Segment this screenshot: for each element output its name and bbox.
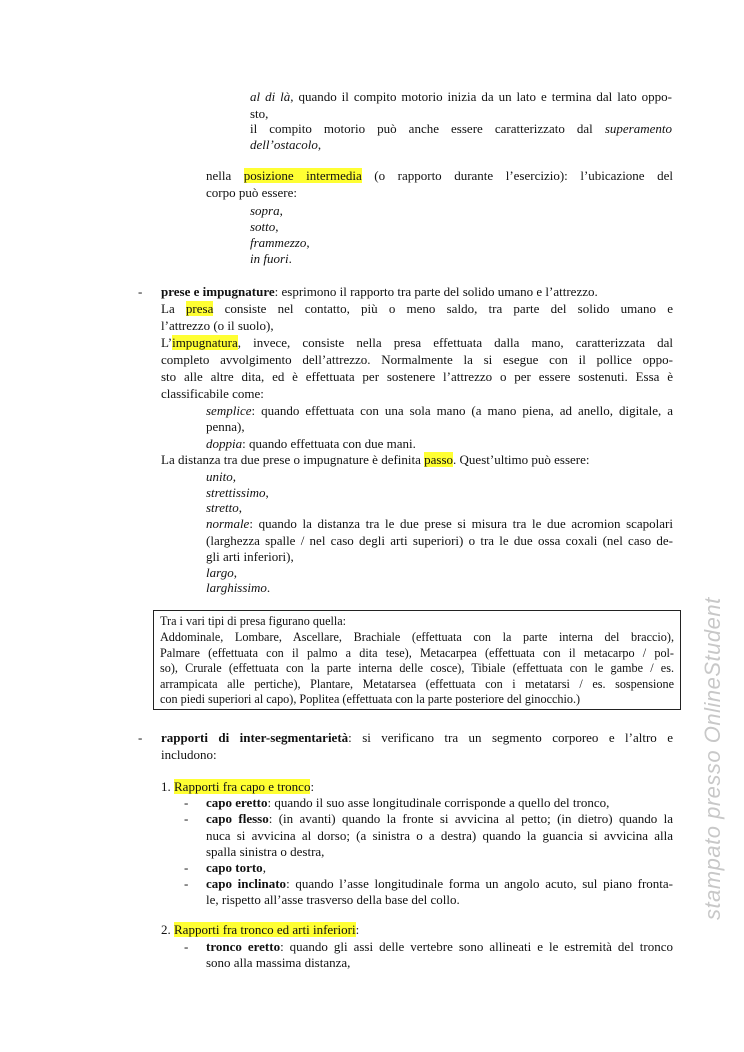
text-line: sono alla massima distanza, <box>206 955 351 970</box>
text-line: rapporti di inter-segmentarietà: si verificano tra un segmento corporeo e l’altro e <box>161 730 674 745</box>
text-line: (larghezza spalle / nel caso degli arti superiori) o tra le due ossa coxali (nel caso de- <box>206 533 673 548</box>
text-line: L’impugnatura, invece, consiste nella presa effettuata dalla mano, caratterizzata dal <box>161 335 673 350</box>
text-line: il compito motorio può anche essere caratterizzato dal superamento <box>250 121 672 136</box>
text-line: dell’ostacolo, <box>250 137 322 152</box>
list-item: sotto, <box>250 219 279 234</box>
text-line: l’attrezzo (o il suolo), <box>161 318 274 333</box>
note-line: con piedi superiori al capo), Poplitea (effettuata con la parte posteriore del ginocchio.) <box>160 692 581 706</box>
highlight: Rapporti fra capo e tronco <box>174 779 311 794</box>
bullet-dash: - <box>184 795 189 810</box>
list-item: larghissimo. <box>206 580 271 595</box>
highlight: presa <box>185 301 214 316</box>
note-line: Tra i vari tipi di presa figurano quella: <box>160 614 347 628</box>
text-line: al di là, quando il compito motorio inizia da un lato e termina dal lato oppo- <box>250 89 672 104</box>
highlight: Rapporti fra tronco ed arti inferiori <box>174 922 356 937</box>
note-line: arrampicata alle pertiche), Plantare, Metatarsea (effettuata con i metatarsi / es. sospensione <box>160 677 674 691</box>
text-line: corpo può essere: <box>206 185 297 200</box>
text-line: sto alle altre dita, ed è effettuata per sostenere l’attrezzo o per essere sostenuti. Essa è <box>161 369 673 384</box>
watermark: stampato presso OnlineStudent <box>700 597 725 920</box>
text-line: nuca si avvicina al dorso; (a sinistra o a destra) quando la guancia si avvicina alla <box>206 828 673 843</box>
text-line: tronco eretto: quando gli assi delle vertebre sono allineati e le estremità del tronco <box>206 939 673 954</box>
bullet-dash: - <box>184 860 189 875</box>
section-heading: 1. Rapporti fra capo e tronco: <box>161 779 315 794</box>
list-item: stretto, <box>206 500 242 515</box>
text-line: gli arti inferiori), <box>206 549 294 564</box>
bullet-dash: - <box>138 730 143 745</box>
text-line: capo flesso: (in avanti) quando la fronte si avvicina al petto; (in dietro) quando la <box>206 811 673 826</box>
text-line: La distanza tra due prese o impugnature è definita passo. Quest’ultimo può essere: <box>161 452 590 467</box>
text-line: completo avvolgimento dell’attrezzo. Normalmente la si esegue con il pollice oppo- <box>161 352 673 367</box>
note-line: Palmare (effettuata con il palmo a dita tese), Metacarpea (effettuata con il metacarpo / pol- <box>160 646 674 660</box>
note-line: so), Crurale (effettuata con la parte interna delle cosce), Tibiale (effettuata con le gambe / es. <box>160 661 674 675</box>
text-line: sto, <box>250 106 269 121</box>
text-line: prese e impugnature: esprimono il rapporto tra parte del solido umano e l’attrezzo. <box>161 284 598 299</box>
list-item: largo, <box>206 565 237 580</box>
text-line: capo eretto: quando il suo asse longitudinale corrisponde a quello del tronco, <box>206 795 610 810</box>
highlight: passo <box>424 452 454 467</box>
bullet-dash: - <box>138 284 143 299</box>
text-line: semplice: quando effettuata con una sola mano (a mano piena, ad anello, digitale, a <box>206 403 673 418</box>
section-heading: 2. Rapporti fra tronco ed arti inferiori: <box>161 922 360 937</box>
text-line: capo inclinato: quando l’asse longitudinale forma un angolo acuto, sul piano fronta- <box>206 876 673 891</box>
highlight: posizione intermedia <box>243 168 362 183</box>
list-item: in fuori. <box>250 251 292 266</box>
text-line: capo torto, <box>206 860 266 875</box>
note-line: Addominale, Lombare, Ascellare, Brachiale (effettuata con la parte interna del braccio), <box>160 630 674 644</box>
bullet-dash: - <box>184 811 189 826</box>
text-line: La presa consiste nel contatto, più o meno saldo, tra parte del solido umano e <box>161 301 674 316</box>
highlight: impugnatura <box>172 335 238 350</box>
text-line: spalla sinistra o destra, <box>206 844 325 859</box>
list-item: strettissimo, <box>206 485 269 500</box>
text-line: classificabile come: <box>161 386 264 401</box>
text-line: doppia: quando effettuata con due mani. <box>206 436 416 451</box>
bullet-dash: - <box>184 939 189 954</box>
list-item: sopra, <box>250 203 283 218</box>
text-line: le, rispetto all’asse trasverso della base del collo. <box>206 892 460 907</box>
text-line: includono: <box>161 747 217 762</box>
text-line: nella posizione intermedia (o rapporto durante l’esercizio): l’ubicazione del <box>206 168 673 183</box>
bullet-dash: - <box>184 876 189 891</box>
text-line: normale: quando la distanza tra le due prese si misura tra le due acromion scapolari <box>206 516 673 531</box>
list-item: unito, <box>206 469 236 484</box>
text-line: penna), <box>206 419 245 434</box>
list-item: frammezzo, <box>250 235 310 250</box>
